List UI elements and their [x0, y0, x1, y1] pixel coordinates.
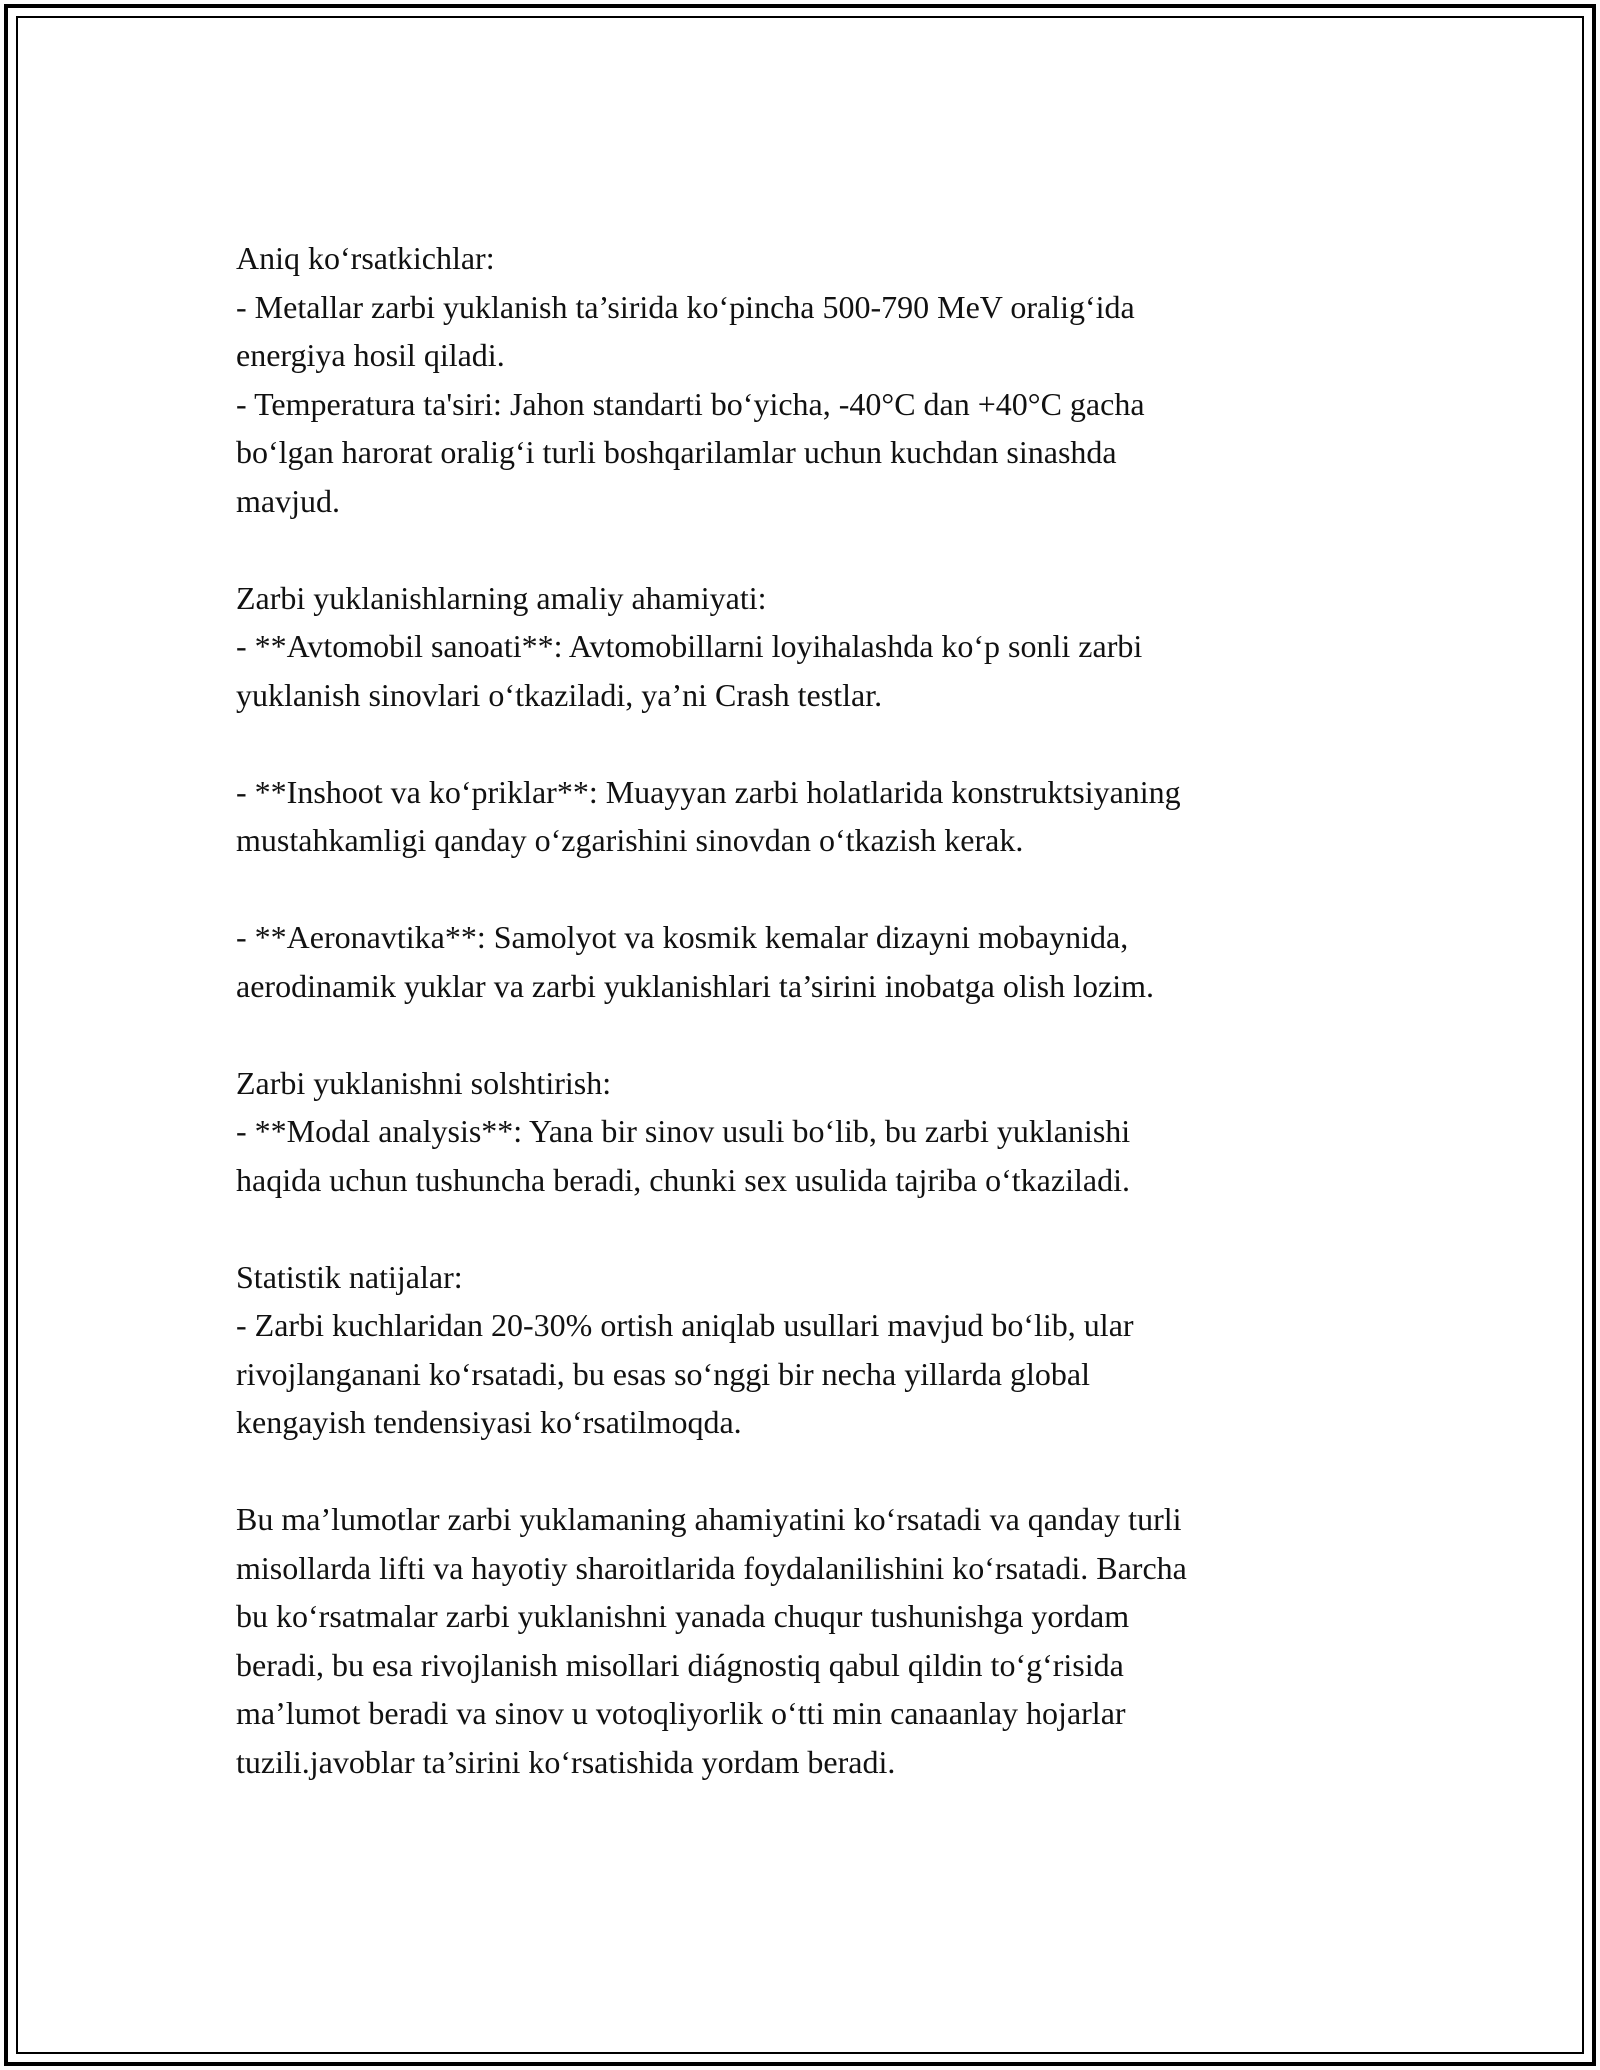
text-line: beradi, bu esa rivojlanish misollari diágnostiq qabul qildin to‘g‘risida [236, 1646, 1124, 1683]
text-line: - **Aeronavtika**: Samolyot va kosmik kemalar dizayni mobaynida, [236, 919, 1129, 955]
paragraph-gap [236, 525, 1346, 574]
paragraph-gap [236, 865, 1346, 914]
paragraph-comparison [236, 1059, 1346, 1205]
text-line: - Temperatura ta'siri: Jahon standarti bo‘yicha, -40°C dan +40°C gacha [236, 385, 1145, 422]
text-line: - **Avtomobil sanoati**: Avtomobillarni loyihalashda ko‘p sonli zarbi [236, 628, 1143, 664]
text-line: bo‘lgan harorat oralig‘i turli boshqarilamlar uchun kuchdan sinashda [236, 434, 1117, 470]
text-line: misollarda lifti va hayotiy sharoitlarida foydalanilishini ko‘rsatadi. Barcha [236, 1549, 1187, 1586]
heading-indicators: Aniq ko‘rsatkichlar: [236, 240, 495, 276]
paragraph-conclusion [236, 1495, 1346, 1786]
heading-practical-importance: Zarbi yuklanishlarning amaliy ahamiyati: [236, 579, 767, 616]
paragraph-bridges [236, 768, 1346, 865]
paragraph-gap [236, 1204, 1346, 1253]
text-line: tuzili.javoblar ta’sirini ko‘rsatishida yordam beradi. [236, 1743, 896, 1780]
heading-statistics: Statistik natijalar: [236, 1258, 463, 1295]
text-line: energiya hosil qiladi. [236, 337, 505, 373]
text-line: - **Modal analysis**: Yana bir sinov usuli bo‘lib, bu zarbi yuklanishi [236, 1113, 1131, 1149]
text-line: yuklanish sinovlari o‘tkaziladi, ya’ni Crash testlar. [236, 676, 883, 713]
paragraph-indicators [236, 234, 1346, 525]
text-line: rivojlanganani ko‘rsatadi, bu esas so‘nggi bir necha yillarda global [236, 1355, 1090, 1392]
paragraph-gap [236, 719, 1346, 768]
paragraph-statistics [236, 1253, 1346, 1447]
text-line: aerodinamik yuklar va zarbi yuklanishlari ta’sirini inobatga olish lozim. [236, 967, 1154, 1004]
text-line: ma’lumot beradi va sinov u votoqliyorlik o‘tti min canaanlay hojarlar [236, 1695, 1126, 1731]
text-line: kengayish tendensiyasi ko‘rsatilmoqda. [236, 1404, 742, 1440]
text-line: bu ko‘rsatmalar zarbi yuklanishni yanada chuqur tushunishga yordam [236, 1598, 1130, 1634]
document-body [236, 234, 1346, 1786]
heading-comparison: Zarbi yuklanishni solshtirish: [236, 1064, 612, 1101]
text-line: - **Inshoot va ko‘priklar**: Muayyan zarbi holatlarida konstruktsiyaning [236, 773, 1181, 810]
paragraph-aeronautics [236, 913, 1346, 1010]
paragraph-gap [236, 1447, 1346, 1496]
text-line: Bu ma’lumotlar zarbi yuklamaning ahamiyatini ko‘rsatadi va qanday turli [236, 1501, 1182, 1537]
text-line: mavjud. [236, 482, 340, 519]
text-line: haqida uchun tushuncha beradi, chunki sex usulida tajriba o‘tkaziladi. [236, 1161, 1130, 1198]
text-line: mustahkamligi qanday o‘zgarishini sinovdan o‘tkazish kerak. [236, 822, 1024, 858]
text-line: - Zarbi kuchlaridan 20-30% ortish aniqlab usullari mavjud bo‘lib, ular [236, 1307, 1134, 1343]
paragraph-gap [236, 1010, 1346, 1059]
paragraph-practical-importance [236, 574, 1346, 720]
text-line: - Metallar zarbi yuklanish ta’sirida ko‘pincha 500-790 MeV oralig‘ida [236, 288, 1135, 325]
